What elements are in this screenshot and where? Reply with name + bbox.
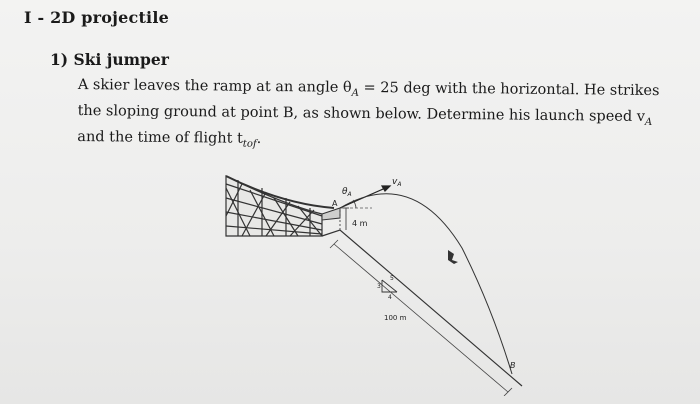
- statement-line-1: A skier leaves the ramp at an angle $\theta_A = 25$ deg with the horizontal. He strikes: [77, 76, 660, 100]
- theta-label: $\theta_A$: [342, 187, 352, 198]
- slope-run-label: 4: [388, 294, 392, 301]
- problem-title: Ski jumper: [73, 50, 169, 69]
- section-title: 2D projectile: [50, 8, 169, 27]
- ramp-lip: [322, 208, 340, 220]
- problem-heading: [50, 50, 169, 69]
- point-b-label: B: [510, 361, 516, 370]
- skier-figure: [448, 250, 458, 264]
- point-a-label: A: [332, 199, 338, 208]
- height-dimension: [340, 208, 349, 230]
- problem-statement: [77, 75, 678, 159]
- velocity-label: $v_A$: [392, 177, 402, 188]
- statement-line-2: the sloping ground at point B, as shown below. Determine his launch speed $v_A$: [77, 102, 653, 128]
- height-label: 4 m: [352, 219, 368, 228]
- section-heading: [24, 8, 169, 27]
- ski-jump-figure: [222, 168, 532, 396]
- sloping-ground: [322, 230, 522, 386]
- distance-dimension: [330, 240, 512, 396]
- slope-hyp-label: 5: [390, 275, 394, 282]
- statement-line-3: and the time of flight $t_{tof}$.: [77, 128, 262, 150]
- distance-label: 100 m: [384, 314, 407, 322]
- slope-rise-label: 3: [377, 283, 381, 290]
- problem-number: 1): [50, 50, 69, 69]
- ramp-truss: [226, 176, 334, 236]
- section-number: I -: [24, 8, 45, 27]
